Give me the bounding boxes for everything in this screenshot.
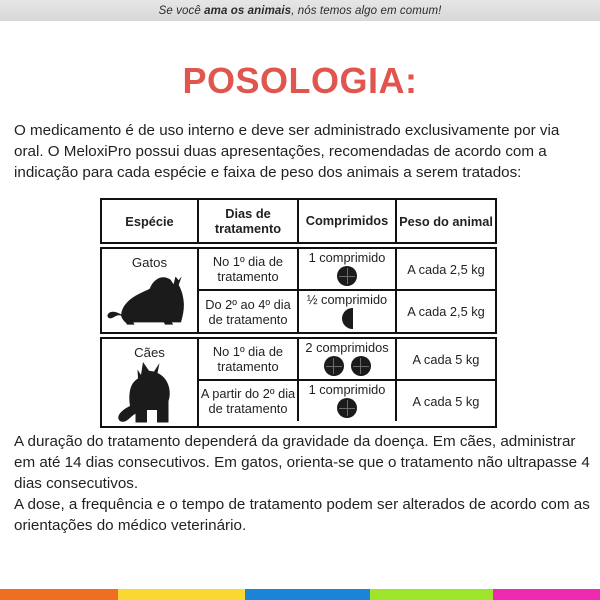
pills-cell-caes-1: [299, 339, 397, 379]
pill-whole-icon: [337, 398, 357, 418]
cat-silhouette-icon: [107, 270, 193, 326]
footer-segment-orange: [0, 589, 118, 600]
pills-cell-caes-2: [299, 381, 397, 421]
days-label-gatos-1: No 1º dia de tratamento: [212, 254, 284, 284]
footer-segment-yellow: [118, 589, 245, 600]
pills-label-caes-2: 1 comprimido: [308, 382, 386, 397]
pill-graphic-caes-2: [337, 398, 357, 418]
footer-segment-magenta: [493, 589, 600, 600]
pill-graphic-caes-1: [324, 356, 371, 376]
weight-cell-gatos-2: [397, 291, 495, 332]
top-banner: [0, 0, 600, 21]
species-cell-caes: [102, 339, 199, 426]
weight-label-gatos-1: A cada 2,5 kg: [407, 261, 485, 277]
pill-whole-icon: [351, 356, 371, 376]
weight-cell-gatos-1: [397, 249, 495, 289]
pills-label-gatos-2: ½ comprimido: [306, 292, 388, 307]
column-header-pills-label: Comprimidos: [305, 213, 389, 228]
weight-label-gatos-2: A cada 2,5 kg: [407, 304, 485, 319]
weight-cell-caes-2: [397, 381, 495, 421]
weight-label-caes-1: A cada 5 kg: [412, 351, 480, 367]
column-header-pills: [299, 200, 397, 242]
pill-half-icon: [342, 308, 353, 329]
dose-subrow-gatos-1: [199, 249, 495, 291]
footer-segment-green: [370, 589, 493, 600]
pills-cell-gatos-2: [299, 291, 397, 332]
days-cell-caes-1: [199, 339, 299, 379]
days-label-gatos-2: Do 2º ao 4º dia de tratamento: [205, 296, 291, 327]
dose-subrow-caes-2: [199, 381, 495, 421]
species-label-gatos: Gatos: [131, 255, 168, 270]
outro-paragraphs: [14, 431, 592, 536]
pill-graphic-gatos-2: [342, 308, 353, 329]
species-cell-gatos: [102, 249, 199, 332]
outro-paragraph-2: A dose, a frequência e o tempo de tratamento podem ser alterados de acordo com as orientações do médico veterinário.: [14, 496, 590, 534]
dose-subrow-gatos-2: [199, 291, 495, 332]
days-cell-gatos-1: [199, 249, 299, 289]
pills-cell-gatos-1: [299, 249, 397, 289]
table-header-row: [100, 198, 497, 244]
intro-paragraph: O medicamento é de uso interno e deve ser administrado exclusivamente por via oral. O MeloxiPro possui duas apresentações, recomendadas de acordo com a indicação para cada espécie e faixa de peso dos animais a serem tratados:: [14, 122, 560, 181]
weight-cell-caes-1: [397, 339, 495, 379]
top-banner-text: [159, 5, 442, 17]
pills-label-caes-1: 2 comprimidos: [305, 340, 389, 355]
dose-subrow-caes-1: [199, 339, 495, 381]
top-banner-text-before: Se você: [158, 4, 205, 17]
days-cell-caes-2: [199, 381, 299, 421]
top-banner-text-bold: ama os animais: [204, 4, 292, 17]
outro-paragraph-1: A duração do tratamento dependerá da gravidade da doença. Em cães, administrar em até 14 dias consecutivos. Em gatos, orienta-se que o tratamento não ultrapasse 4 dias consecutivos.: [14, 433, 590, 492]
days-label-caes-2: A partir do 2º dia de tratamento: [200, 386, 296, 416]
footer-color-bar: [0, 589, 600, 600]
column-header-weight-label: Peso do animal: [399, 213, 493, 229]
table-row-gatos: [100, 247, 497, 334]
pill-whole-icon: [337, 266, 357, 286]
pill-whole-icon: [324, 356, 344, 376]
top-banner-text-after: , nós temos algo em comum!: [291, 4, 442, 17]
footer-segment-blue: [245, 589, 370, 600]
table-row-caes: [100, 337, 497, 428]
column-header-species: Espécie: [102, 200, 199, 242]
days-label-caes-1: No 1º dia de tratamento: [212, 344, 284, 374]
dosage-table: [100, 198, 497, 428]
page-title: POSOLOGIA:: [182, 60, 418, 101]
pills-label-gatos-1: 1 comprimido: [308, 250, 386, 265]
weight-label-caes-2: A cada 5 kg: [412, 393, 480, 409]
column-header-days-label: Dias de tratamento: [214, 206, 282, 236]
species-label-caes: Cães: [134, 345, 165, 360]
dog-silhouette-icon: [111, 360, 189, 426]
pill-graphic-gatos-1: [337, 266, 357, 286]
column-header-days: [199, 200, 299, 242]
column-header-weight: [397, 200, 495, 242]
days-cell-gatos-2: [199, 291, 299, 332]
